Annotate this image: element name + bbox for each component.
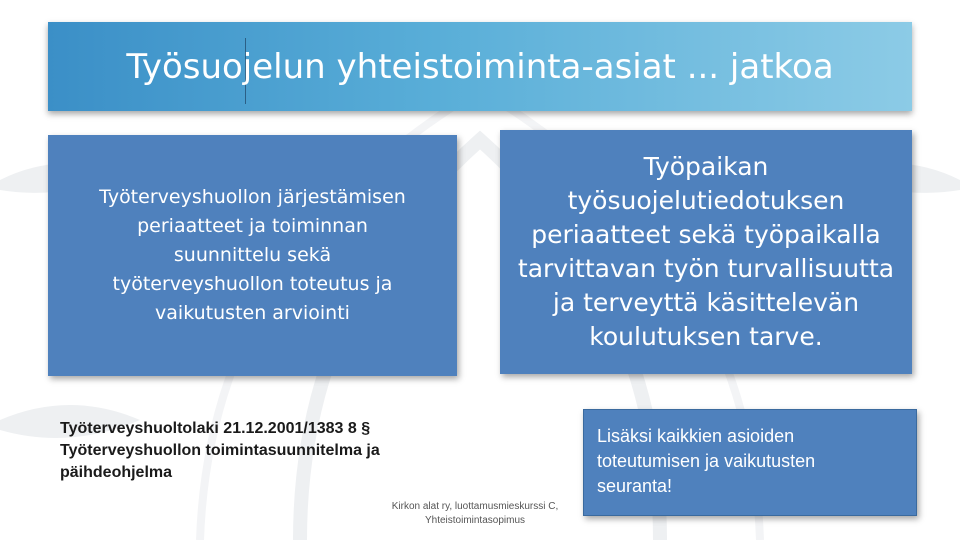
left-topic-line: periaatteet ja toiminnan [137,215,368,237]
left-topic-line: vaikutusten arviointi [155,302,350,324]
followup-line: toteutumisen ja vaikutusten [597,451,816,471]
left-topic-line: suunnittelu sekä [173,244,332,266]
followup-box [583,409,917,516]
right-topic-line: periaatteet sekä työpaikalla [531,220,881,249]
left-topic-box [48,135,457,376]
right-topic-line: tarvittavan työn turvallisuutta [517,254,895,283]
left-topic-line: työterveyshuollon toteutus ja [112,273,393,295]
right-topic-line: Työpaikan [643,152,769,181]
law-reference [60,418,440,484]
footer-line: Kirkon alat ry, luottamusmieskurssi C, [391,501,559,512]
law-reference-line: Työterveyshuoltolaki 21.12.2001/1383 8 § [60,420,371,437]
slide-title: Työsuojelun yhteistoiminta-asiat ... jatkoa [126,46,834,87]
law-reference-line: Työterveyshuollon toimintasuunnitelma ja [60,442,380,459]
left-topic-text [99,183,406,328]
law-reference-line: päihdeohjelma [60,464,173,481]
right-topic-line: ja terveyttä käsittelevän [552,288,860,317]
followup-line: Lisäksi kaikkien asioiden [597,426,795,446]
left-topic-line: Työterveyshuollon järjestämisen [99,186,406,208]
footer-note [370,500,580,528]
followup-text [597,424,815,499]
followup-line: seuranta! [597,476,673,496]
right-topic-line: työsuojelutiedotuksen [567,186,845,215]
right-topic-line: koulutuksen tarve. [589,322,823,351]
footer-line: Yhteistoimintasopimus [424,515,526,526]
right-topic-text [518,150,894,354]
right-topic-box [500,130,912,374]
